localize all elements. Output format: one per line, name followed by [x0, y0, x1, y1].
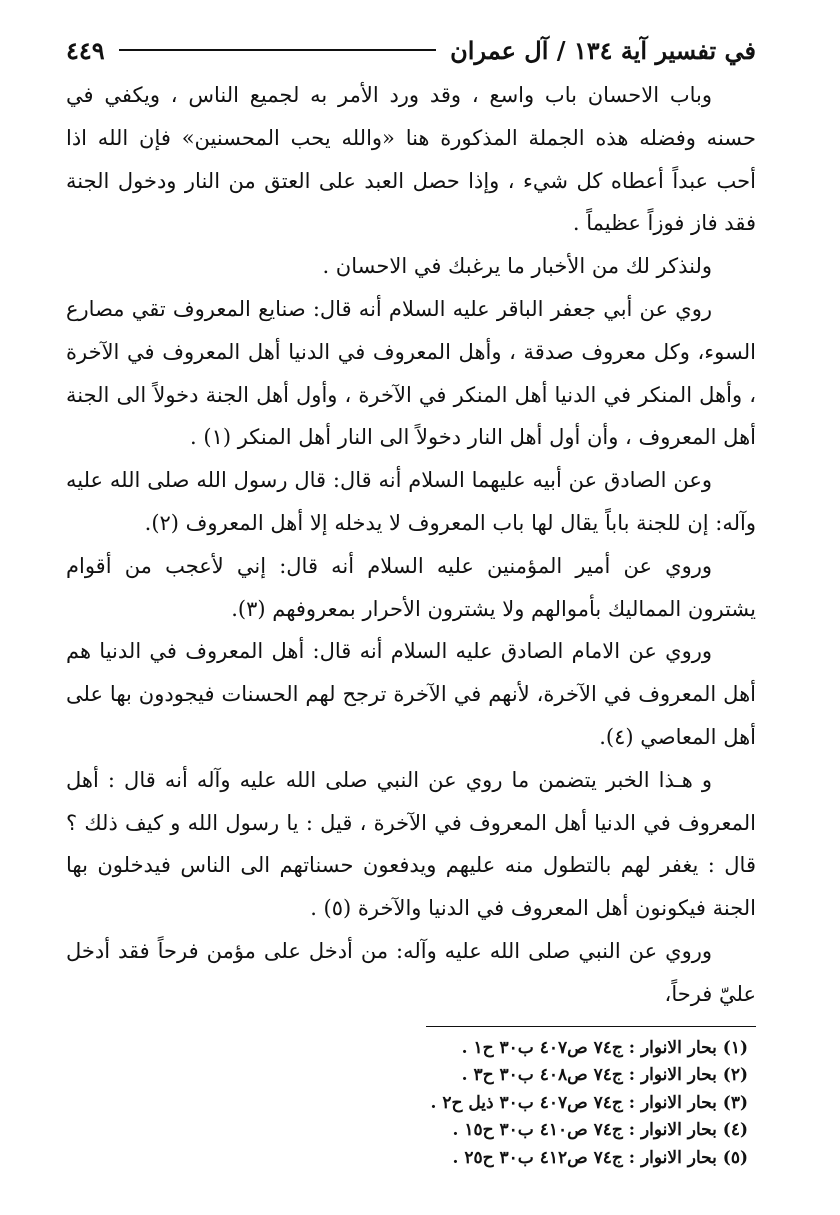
paragraph-intro-akhbar: ولنذكر لك من الأخبار ما يرغبك في الاحسان .	[322, 254, 712, 279]
footnote-item: (٢) بحار الانوار : ج٧٤ ص٤٠٨ ب٣٠ ح٣ .	[461, 1065, 748, 1086]
footnote-rule	[426, 1026, 756, 1027]
main-text	[66, 74, 756, 1016]
paragraph-hadith-baqir: روي عن أبي جعفر الباقر عليه السلام أنه قال: صنايع المعروف تقي مصارع السوء، وكل معروف صدقة ، وأهل المعروف في الدنيا أهل المعروف في الآخرة ، وأهل المنكر في الدنيا أهل المنكر في الآخرة ، وأول أهل الجنة دخولاً الى الجنة أهل المعروف ، وأن أول أهل النار دخولاً الى النار أهل المنكر (١) .	[66, 296, 756, 450]
header-title: في تفسير آية ١٣٤ / آل عمران	[450, 35, 756, 65]
paragraph-hadith-sadiq: وعن الصادق عن أبيه عليهما السلام أنه قال: قال رسول الله صلى الله عليه وآله: إن للجنة باباً يقال لها باب المعروف لا يدخله إلا أهل المعروف (٢).	[66, 468, 756, 535]
page-number: ٤٤٩	[66, 35, 105, 65]
paragraph-hadith-amir: وروي عن أمير المؤمنين عليه السلام أنه قال: إني لأعجب من أقوام يشترون المماليك بأموالهم ولا يشترون الأحرار بمعروفهم (٣).	[66, 553, 756, 621]
paragraph-ihsan: وباب الاحسان باب واسع ، وقد ورد الأمر به لجميع الناس ، ويكفي في حسنه وفضله هذه الجملة المذكورة هنا «والله يحب المحسنين» فإن الله اذا أحب عبداً أعطاه كل شيء ، وإذا حصل العبد على العتق من النار ودخول الجنة فقد فاز فوزاً عظيماً .	[66, 83, 756, 236]
running-header	[66, 30, 756, 70]
book-page	[66, 30, 756, 1200]
paragraph-hadith-imam-sadiq: وروي عن الامام الصادق عليه السلام أنه قال: أهل المعروف في الدنيا هم أهل المعروف في الآخرة، لأنهم في الآخرة ترجح لهم الحسنات فيجودون بها على أهل المعاصي (٤).	[66, 639, 756, 749]
footnote-item: (٤) بحار الانوار : ج٧٤ ص٤١٠ ب٣٠ ح١٥ .	[452, 1120, 748, 1141]
footnotes	[66, 1035, 748, 1173]
footnote-item: (٣) بحار الانوار : ج٧٤ ص٤٠٧ ب٣٠ ذيل ح٢ .	[430, 1092, 748, 1113]
header-rule	[119, 49, 437, 51]
footnote-item: (٥) بحار الانوار : ج٧٤ ص٤١٢ ب٣٠ ح٢٥ .	[452, 1147, 748, 1168]
paragraph-hadith-nabi: و هـذا الخبر يتضمن ما روي عن النبي صلى الله عليه وآله أنه قال : أهل المعروف في الدنيا أهل المعروف في الآخرة ، قيل : يا رسول الله و كيف ذلك ؟ قال : يغفر لهم بالتطول منه عليهم ويدفعون حسناتهم الى الناس فيدخلون بها الجنة فيكونون أهل المعروف في الدنيا والآخرة (٥) .	[66, 767, 756, 921]
footnote-item: (١) بحار الانوار : ج٧٤ ص٤٠٧ ب٣٠ ح١ .	[461, 1037, 748, 1058]
paragraph-hadith-farah: وروي عن النبي صلى الله عليه وآله: من أدخل على مؤمن فرحاً فقد أدخل عليّ فرحاً،	[66, 938, 756, 1006]
